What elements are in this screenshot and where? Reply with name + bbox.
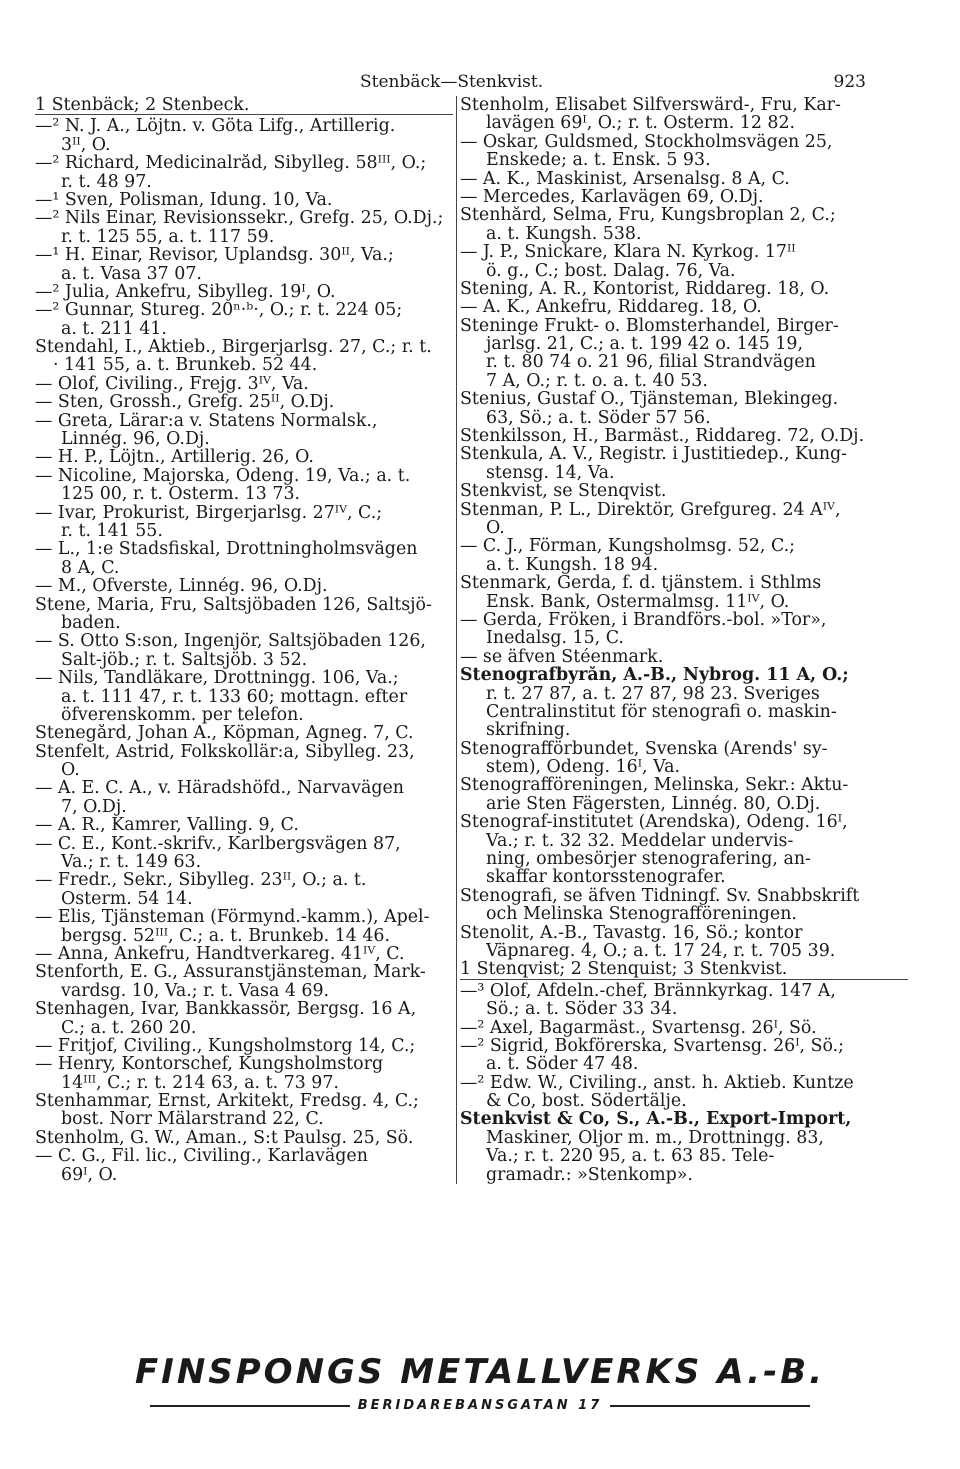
directory-line: — A. R., Kamrer, Valling. 9, C. xyxy=(35,816,299,835)
directory-line: Stenfelt, Astrid, Folkskollär:a, Sibylleg. 23, xyxy=(35,742,415,762)
directory-line: —² Nils Einar, Revisionssekr., Grefg. 25, Ö.Dj.; xyxy=(35,209,444,228)
directory-line: —² Julia, Änkefru, Sibylleg. 19ᴵ, Ö. xyxy=(35,282,336,302)
directory-line: Stenografförbundet, Svenska (Arends' sy- xyxy=(460,739,828,759)
directory-line: lavägen 69ᴵ, Ö.; r. t. Österm. 12 82. xyxy=(486,114,796,133)
directory-line: Stenograf-institutet (Arendska), Odeng. 16ᴵ, xyxy=(460,813,848,832)
directory-line: Inedalsg. 15, C. xyxy=(486,629,624,648)
directory-line: bost. Norr Mälarstrand 22, C. xyxy=(61,1110,324,1129)
directory-line: r. t. 141 55. xyxy=(61,521,163,541)
directory-line: & Co, bost. Södertälje. xyxy=(486,1092,687,1111)
page-number: 923 xyxy=(833,72,866,92)
ad-subtitle-row xyxy=(0,1398,960,1413)
directory-line: —² Sigrid, Bokförerska, Svartensg. 26ᴵ, Sö.; xyxy=(460,1036,845,1056)
directory-line: — Nicoline, Majorska, Odeng. 19, Va.; a. t. xyxy=(35,466,411,486)
directory-line: skrifning. xyxy=(486,721,571,740)
directory-line: Österm. 54 14. xyxy=(61,889,193,909)
directory-line: r. t. 125 55, a. t. 117 59. xyxy=(61,227,275,247)
directory-line: Steninge Frukt- o. Blomsterhandel, Birger- xyxy=(460,316,839,336)
directory-line: 3ᴵᴵ, Ö. xyxy=(61,135,111,155)
directory-line: — H. P., Löjtn., Artillerig. 26, Ö. xyxy=(35,448,314,467)
directory-line: Stenman, P. L., Direktör, Grefgureg. 24 Aᴵⱽ, xyxy=(460,500,841,519)
directory-line: Stenmark, Gerda, f. d. tjänstem. i Sthlms xyxy=(460,574,822,593)
directory-line: 7, Ö.Dj. xyxy=(61,797,127,817)
directory-line: — A. E. C. A., v. Häradshöfd., Narvavägen xyxy=(35,779,404,798)
directory-line: — Mercedes, Karlavägen 69, Ö.Dj. xyxy=(460,187,764,207)
directory-line: — C. J., Förman, Kungsholmsg. 52, C.; xyxy=(460,537,796,556)
directory-line: — Fritjof, Civiling., Kungsholmstorg 14, C.; xyxy=(35,1036,416,1056)
directory-line: —² N. J. A., Löjtn. v. Göta Lifg., Artillerig. xyxy=(35,117,396,136)
directory-line: bergsg. 52ᴵᴵᴵ, C.; a. t. Brunkeb. 14 46. xyxy=(61,926,391,945)
directory-line: a. t. 111 47, r. t. 133 60; mottagn. efter xyxy=(61,687,408,706)
directory-line: r. t. 27 87, a. t. 27 87, 98 23. Sveriges xyxy=(486,684,820,703)
directory-line: — Nils, Tandläkare, Drottningg. 106, Va.; xyxy=(35,669,399,688)
directory-line: Stening, A. R., Kontorist, Riddareg. 18, Ö. xyxy=(460,279,830,299)
directory-line: jarlsg. 21, C.; a. t. 199 42 o. 145 19, xyxy=(486,335,803,354)
directory-line: Stenografföreningen, Melinska, Sekr.: Aktu- xyxy=(460,776,849,795)
section-heading: 1 Stenqvist; 2 Stenquist; 3 Stenkvist. xyxy=(460,960,908,979)
directory-line: — L., 1:e Stadsfiskal, Drottningholmsvägen xyxy=(35,540,418,559)
directory-line: Stenkvist & Co, S., A.-B., Export-Import, xyxy=(460,1110,852,1129)
directory-line: Stenkula, A. V., Registr. i Justitiedep., Kung- xyxy=(460,445,848,464)
directory-line: a. t. Kungsh. 18 94. xyxy=(486,555,659,575)
directory-line: Maskiner, Oljor m. m., Drottningg. 83, xyxy=(486,1128,824,1148)
directory-line: — Fredr., Sekr., Sibylleg. 23ᴵᴵ, Ö.; a. t. xyxy=(35,871,367,890)
directory-line: —² Axel, Bagarmäst., Svartensg. 26ᴵ, Sö. xyxy=(460,1018,817,1037)
directory-line: — M., Öfverste, Linnég. 96, Ö.Dj. xyxy=(35,577,328,596)
directory-line: Stenolit, A.-B., Tavastg. 16, Sö.; kontor xyxy=(460,923,803,942)
ad-rule-right xyxy=(610,1405,810,1407)
directory-line: — Greta, Lärar:a v. Statens Normalsk., xyxy=(35,411,378,431)
directory-line: Stenholm, G. W., Aman., S:t Paulsg. 25, Sö. xyxy=(35,1128,414,1148)
advertisement xyxy=(0,1352,960,1413)
directory-line: r. t. 80 74 o. 21 96, filial Strandvägen xyxy=(486,353,816,372)
directory-line: Väpnareg. 4, Ö.; a. t. 17 24, r. t. 705 39. xyxy=(486,941,836,961)
directory-line: Stenforth, E. G., Assuranstjänsteman, Mark- xyxy=(35,963,426,982)
directory-line: — A. K., Änkefru, Riddareg. 18, Ö. xyxy=(460,298,762,317)
directory-line: — A. K., Maskinist, Arsenalsg. 8 A, C. xyxy=(460,169,790,188)
directory-line: Salt-jöb.; r. t. Saltsjöb. 3 52. xyxy=(61,650,308,670)
directory-line: Stenegård, Johan A., Köpman, Agneg. 7, C. xyxy=(35,724,414,743)
directory-line: Ö. xyxy=(61,761,80,780)
directory-line: C.; a. t. 260 20. xyxy=(61,1018,197,1037)
directory-line: —¹ Sven, Polisman, Idung. 10, Va. xyxy=(35,190,333,210)
right-column xyxy=(456,96,908,1184)
directory-line: Va.; r. t. 149 63. xyxy=(61,853,202,872)
directory-line: — Gerda, Fröken, i Brandförs.-bol. »Tor», xyxy=(460,610,827,630)
directory-line: — Ivar, Prokurist, Birgerjarlsg. 27ᴵⱽ, C.; xyxy=(35,503,383,522)
directory-line: — Sten, Grossh., Grefg. 25ᴵᴵ, Ö.Dj. xyxy=(35,393,335,412)
directory-line: — S. Otto S:son, Ingenjör, Saltsjöbaden 126, xyxy=(35,632,426,651)
directory-line: Sö.; a. t. Söder 33 34. xyxy=(486,1000,678,1019)
directory-line: —¹ H. Einar, Revisor, Uplandsg. 30ᴵᴵ, Va.; xyxy=(35,246,394,265)
directory-line: Centralinstitut för stenografi o. maskin- xyxy=(486,702,837,722)
directory-line: 63, Sö.; a. t. Söder 57 56. xyxy=(486,408,711,428)
ad-title: FINSPONGS METALLVERKS A.-B. xyxy=(134,1352,826,1392)
directory-line: Enskede; a. t. Ensk. 5 93. xyxy=(486,151,711,170)
directory-line: vardsg. 10, Va.; r. t. Vasa 4 69. xyxy=(61,981,330,1001)
directory-line: 14ᴵᴵᴵ, C.; r. t. 214 63, a. t. 73 97. xyxy=(61,1073,339,1093)
directory-line: 69ᴵ, Ö. xyxy=(61,1165,118,1185)
directory-line: Stenografbyrån, A.-B., Nybrog. 11 A, Ö.; xyxy=(460,666,849,685)
directory-line: baden. xyxy=(61,613,121,633)
directory-line: — Oskar, Guldsmed, Stockholmsvägen 25, xyxy=(460,132,833,152)
directory-line: r. t. 48 97. xyxy=(61,172,152,191)
directory-line: arie Sten Fägersten, Linnég. 80, Ö.Dj. xyxy=(486,794,821,814)
page-header xyxy=(0,72,960,94)
left-column xyxy=(35,96,453,1184)
directory-line: Stenkilsson, H., Barmäst., Riddareg. 72, Ö.Dj. xyxy=(460,427,865,446)
directory-line: Stenkvist, se Stenqvist. xyxy=(460,482,667,501)
section-heading: 1 Stenbäck; 2 Stenbeck. xyxy=(35,96,453,115)
directory-line: 125 00, r. t. Österm. 13 73. xyxy=(61,485,301,504)
directory-line: — se äfven Stéenmark. xyxy=(460,647,664,667)
ad-subtitle: BERIDAREBANSGATAN 17 xyxy=(357,1398,603,1413)
directory-line: — Elis, Tjänsteman (Förmynd.-kamm.), Apel- xyxy=(35,908,430,927)
directory-line: gramadr.: »Stenkomp». xyxy=(486,1165,693,1185)
directory-line: Stenhammar, Ernst, Arkitekt, Fredsg. 4, C.; xyxy=(35,1092,419,1111)
directory-line: —³ Olof, Afdeln.-chef, Brännkyrkag. 147 A, xyxy=(460,981,836,1001)
directory-line: Stene, Maria, Fru, Saltsjöbaden 126, Saltsjö- xyxy=(35,595,432,614)
directory-line: Ö. xyxy=(486,518,505,538)
directory-line: 7 A, Ö.; r. t. o. a. t. 40 53. xyxy=(486,371,708,391)
directory-line: Stenius, Gustaf O., Tjänsteman, Blekingeg. xyxy=(460,390,839,409)
directory-line: Ensk. Bank, Östermalmsg. 11ᴵⱽ, Ö. xyxy=(486,592,790,611)
directory-line: — J. P., Snickare, Klara N. Kyrkog. 17ᴵᴵ xyxy=(460,243,796,262)
directory-line: a. t. Söder 47 48. xyxy=(486,1055,639,1074)
directory-line: ö. g., C.; bost. Dalag. 76, Va. xyxy=(486,261,736,280)
running-title: Stenbäck—Stenkvist. xyxy=(360,72,544,92)
directory-line: a. t. Vasa 37 07. xyxy=(61,264,202,283)
directory-line: stem), Odeng. 16ᴵ, Va. xyxy=(486,758,680,777)
directory-line: — C. E., Kont.-skrifv., Karlbergsvägen 87, xyxy=(35,834,401,854)
directory-line: stensg. 14, Va. xyxy=(486,463,615,483)
directory-line: skaffar kontorsstenografer. xyxy=(486,868,726,887)
directory-line: —² Richard, Medicinalråd, Sibylleg. 58ᴵᴵᴵ, Ö.; xyxy=(35,154,427,173)
directory-line: Va.; r. t. 32 32. Meddelar undervis- xyxy=(486,831,794,851)
directory-line: —² Edw. W., Civiling., anst. h. Aktieb. Kuntze xyxy=(460,1073,854,1093)
directory-line: · 141 55, a. t. Brunkeb. 52 44. xyxy=(53,356,318,375)
directory-line: Linnég. 96, Ö.Dj. xyxy=(61,430,210,449)
directory-line: Stenhagen, Ivar, Bankkassör, Bergsg. 16 A, xyxy=(35,1000,417,1019)
directory-line: — C. G., Fil. lic., Civiling., Karlavägen xyxy=(35,1147,368,1166)
directory-line: —² Gunnar, Stureg. 20ⁿ·ᵇ·, Ö.; r. t. 224 05; xyxy=(35,301,403,320)
directory-line: a. t. Kungsh. 538. xyxy=(486,224,642,244)
directory-line: öfverenskomm. per telefon. xyxy=(61,705,304,725)
directory-line: — Henry, Kontorschef, Kungsholmstorg xyxy=(35,1055,384,1074)
directory-line: och Melinska Stenografföreningen. xyxy=(486,905,797,924)
directory-line: — Anna, Änkefru, Handtverkareg. 41ᴵⱽ, C. xyxy=(35,944,405,964)
directory-line: — Olof, Civiling., Frejg. 3ᴵⱽ, Va. xyxy=(35,374,309,394)
ad-rule-left xyxy=(150,1405,350,1407)
directory-line: Stendahl, I., Aktieb., Birgerjarlsg. 27, C.; r. t. xyxy=(35,338,432,357)
directory-line: a. t. 211 41. xyxy=(61,319,167,339)
directory-line: Stenografi, se äfven Tidningf. Sv. Snabbskrift xyxy=(460,886,860,906)
directory-line: Va.; r. t. 220 95, a. t. 63 85. Tele- xyxy=(486,1147,775,1166)
directory-line: ning, ombesörjer stenografering, an- xyxy=(486,850,811,869)
directory-line: 8 A, C. xyxy=(61,558,120,578)
directory-line: Stenholm, Elisabet Silfverswärd-, Fru, Kar- xyxy=(460,96,841,115)
directory-line: Stenhård, Selma, Fru, Kungsbroplan 2, C.; xyxy=(460,206,836,225)
